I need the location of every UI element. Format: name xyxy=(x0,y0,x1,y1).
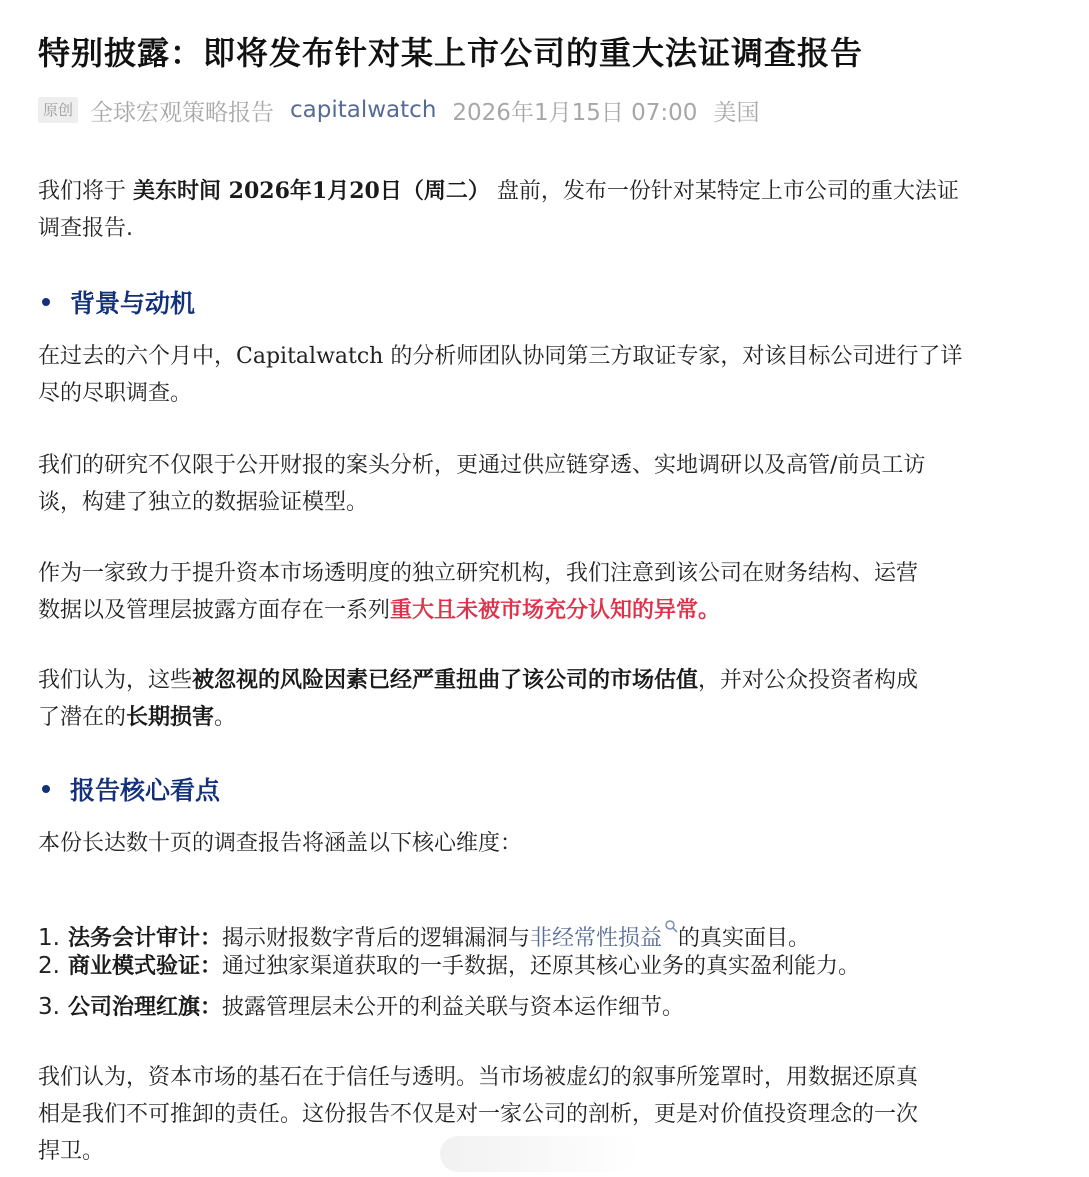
list-number: 3. xyxy=(38,994,60,1020)
search-icon[interactable] xyxy=(664,908,678,922)
bullet-dot xyxy=(42,785,50,793)
bullet-dot xyxy=(42,298,50,306)
p2-line-2: 谈，构建了独立的数据验证模型。 xyxy=(38,490,369,515)
list-item xyxy=(38,948,860,985)
p4-text-3: 了潜在的 xyxy=(38,705,127,730)
list-item xyxy=(38,989,684,1026)
list-text: 揭示财报数字背后的逻辑漏洞与 xyxy=(221,926,530,951)
section-heading-label: 背景与动机 xyxy=(70,289,196,318)
publish-location: 美国 xyxy=(713,99,760,126)
list-number: 2. xyxy=(38,953,60,979)
list-label: 公司治理红旗： xyxy=(67,995,222,1020)
publish-datetime: 2026年1月15日 07:00 xyxy=(452,99,698,126)
section-heading-highlights xyxy=(42,771,220,807)
p4-bold-1: 被忽视的风险因素已经严重扭曲了该公司的市场估值 xyxy=(192,668,699,693)
intro-text-1: 我们将于 xyxy=(38,179,133,204)
intro-paragraph xyxy=(38,173,1058,247)
article-meta xyxy=(38,92,775,128)
section-heading-background xyxy=(42,284,195,320)
intro-text-2: 盘前，发布一份针对某特定上市公司的重大法证 xyxy=(489,179,959,204)
closing-line-2: 相是我们不可推卸的责任。这份报告不仅是对一家公司的剖析，更是对价值投资理念的一次 xyxy=(38,1102,919,1127)
p3-line-1: 作为一家致力于提升资本市场透明度的独立研究机构，我们注意到该公司在财务结构、运营 xyxy=(38,561,919,586)
intro-text-3: 调查报告. xyxy=(38,216,133,241)
scroll-indicator xyxy=(440,1136,640,1172)
column-name: 全球宏观策略报告 xyxy=(90,99,275,126)
p3-highlight: 重大且未被市场充分认知的异常 xyxy=(390,598,699,623)
p4-bold-2: 长期损害 xyxy=(126,705,215,730)
intro-date-bold: 美东时间 2026年1月20日（周二） xyxy=(133,178,490,204)
p1-text-2: 的分析师团队协同第三方取证专家，对该目标公司进行了详 xyxy=(383,344,963,369)
background-paragraph-2 xyxy=(38,447,1058,521)
highlights-lead: 本份长达数十页的调查报告将涵盖以下核心维度： xyxy=(38,831,523,856)
list-text: 披露管理层未公开的利益关联与资本运作细节。 xyxy=(221,995,684,1020)
p3-end: 。 xyxy=(698,598,721,623)
keyword-link[interactable]: 非经常性损益 xyxy=(529,926,662,951)
p1-text-1: 在过去的六个月中， xyxy=(38,344,237,369)
p2-line-1: 我们的研究不仅限于公开财报的案头分析，更通过供应链穿透、实地调研以及高管/前员工访 xyxy=(38,453,926,478)
article-title: 特别披露：即将发布针对某上市公司的重大法证调查报告 xyxy=(38,34,864,72)
list-text-end: 的真实面目。 xyxy=(678,926,811,951)
list-label: 商业模式验证： xyxy=(67,954,222,979)
list-number: 1. xyxy=(38,925,60,951)
list-label: 法务会计审计： xyxy=(67,926,222,951)
p4-text-2: ，并对公众投资者构成 xyxy=(698,668,919,693)
author-link[interactable]: capitalwatch xyxy=(290,97,437,123)
background-paragraph-4 xyxy=(38,662,1058,736)
p1-text-3: 尽的尽职调查。 xyxy=(38,381,193,406)
background-paragraph-3 xyxy=(38,555,1058,629)
p4-end: 。 xyxy=(214,705,237,730)
list-text: 通过独家渠道获取的一手数据，还原其核心业务的真实盈利能力。 xyxy=(221,954,860,979)
original-badge: 原创 xyxy=(38,97,78,123)
closing-line-1: 我们认为，资本市场的基石在于信任与透明。当市场被虚幻的叙事所笼罩时，用数据还原真 xyxy=(38,1065,919,1090)
p3-line-2: 数据以及管理层披露方面存在一系列 xyxy=(38,598,391,623)
background-paragraph-1 xyxy=(38,338,1058,412)
section-heading-label: 报告核心看点 xyxy=(70,776,221,805)
p4-text-1: 我们认为，这些 xyxy=(38,668,193,693)
closing-line-3: 捍卫。 xyxy=(38,1139,105,1164)
p1-brand: Capitalwatch xyxy=(236,344,384,369)
